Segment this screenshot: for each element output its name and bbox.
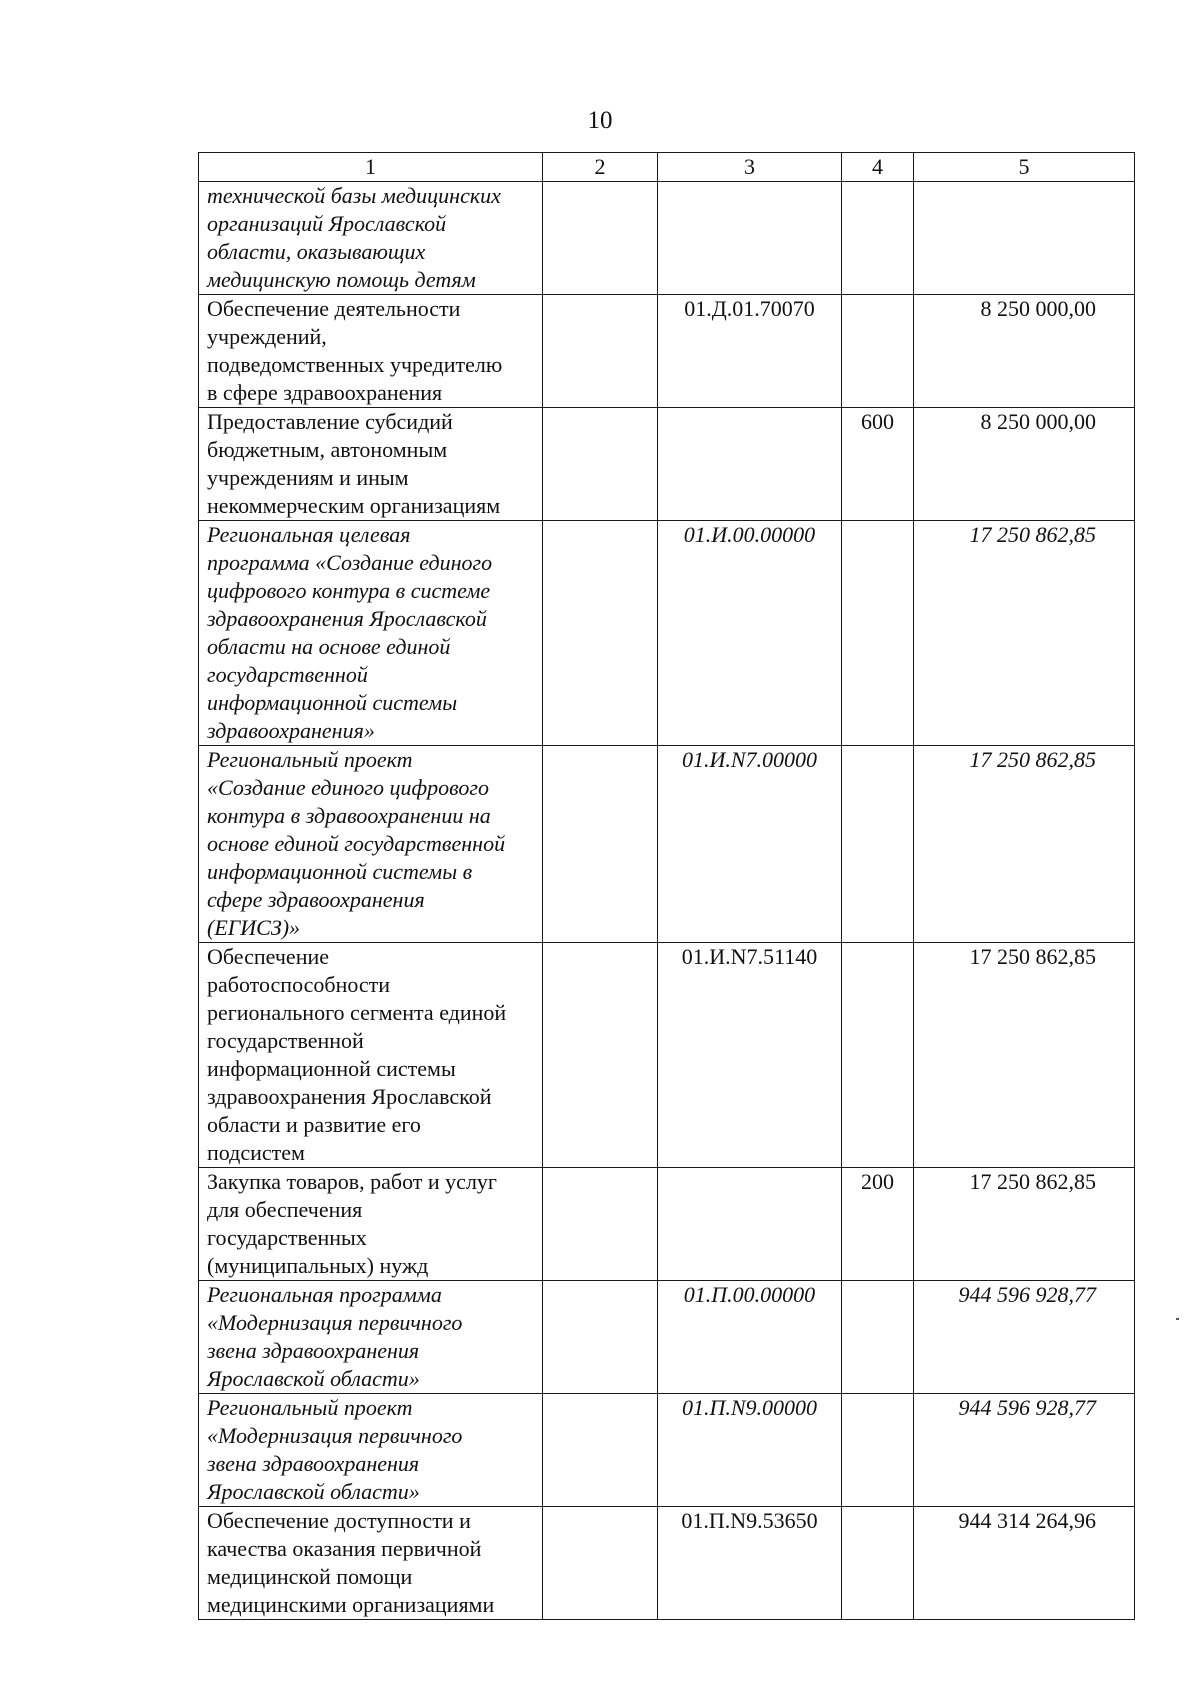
row-type-cell (842, 1281, 914, 1394)
budget-table (198, 152, 1135, 1620)
row-name-cell: Закупка товаров, работ и услуг для обеспечения государственных (муниципальных) нужд (199, 1168, 543, 1281)
row-type-cell (842, 1394, 914, 1507)
row-col2-cell (543, 746, 658, 943)
column-header: 4 (842, 153, 914, 182)
row-name-cell: Региональная программа «Модернизация первичного звена здравоохранения Ярославской области» (199, 1281, 543, 1394)
row-amount-cell: 8 250 000,00 (914, 295, 1135, 408)
row-col2-cell (543, 1394, 658, 1507)
row-code-cell: 01.Д.01.70070 (658, 295, 842, 408)
row-type-cell (842, 943, 914, 1168)
table-row (199, 408, 1135, 521)
row-col2-cell (543, 1281, 658, 1394)
row-type-cell (842, 295, 914, 408)
row-code-cell: 01.И.N7.51140 (658, 943, 842, 1168)
table-header-row (199, 153, 1135, 182)
row-type-cell (842, 182, 914, 295)
page-number: 10 (587, 107, 613, 134)
row-type-cell: 200 (842, 1168, 914, 1281)
row-col2-cell (543, 182, 658, 295)
column-header: 3 (658, 153, 842, 182)
row-type-cell (842, 746, 914, 943)
row-type-cell: 600 (842, 408, 914, 521)
row-col2-cell (543, 521, 658, 746)
row-name-cell: Предоставление субсидий бюджетным, автономным учреждениям и иным некоммерческим организациям (199, 408, 543, 521)
table-row (199, 1168, 1135, 1281)
row-code-cell (658, 1168, 842, 1281)
column-header: 2 (543, 153, 658, 182)
row-name-cell: Обеспечение деятельности учреждений, подведомственных учредителю в сфере здравоохранения (199, 295, 543, 408)
row-type-cell (842, 1507, 914, 1620)
row-code-cell (658, 408, 842, 521)
row-name-cell: Региональный проект «Создание единого цифрового контура в здравоохранении на основе единой государственной информационной системы в сфере здравоохранения (ЕГИСЗ)» (199, 746, 543, 943)
row-type-cell (842, 521, 914, 746)
row-amount-cell (914, 182, 1135, 295)
row-code-cell: 01.П.00.00000 (658, 1281, 842, 1394)
row-code-cell (658, 182, 842, 295)
row-col2-cell (543, 408, 658, 521)
column-header: 5 (914, 153, 1135, 182)
row-amount-cell: 17 250 862,85 (914, 943, 1135, 1168)
row-col2-cell (543, 295, 658, 408)
table-row (199, 295, 1135, 408)
row-code-cell: 01.П.N9.53650 (658, 1507, 842, 1620)
scan-speck (1176, 1318, 1179, 1320)
row-name-cell: Обеспечение доступности и качества оказания первичной медицинской помощи медицинскими организациями (199, 1507, 543, 1620)
row-amount-cell: 944 596 928,77 (914, 1394, 1135, 1507)
row-amount-cell: 8 250 000,00 (914, 408, 1135, 521)
table-row (199, 1507, 1135, 1620)
row-name-cell: Региональный проект «Модернизация первичного звена здравоохранения Ярославской области» (199, 1394, 543, 1507)
row-amount-cell: 944 314 264,96 (914, 1507, 1135, 1620)
table-row (199, 182, 1135, 295)
table-row (199, 746, 1135, 943)
row-amount-cell: 17 250 862,85 (914, 521, 1135, 746)
table-row (199, 943, 1135, 1168)
column-header: 1 (199, 153, 543, 182)
row-amount-cell: 17 250 862,85 (914, 1168, 1135, 1281)
row-code-cell: 01.И.00.00000 (658, 521, 842, 746)
row-col2-cell (543, 943, 658, 1168)
row-name-cell: Региональная целевая программа «Создание единого цифрового контура в системе здравоохранения Ярославской области на основе единой государственной информационной системы здравоохранения» (199, 521, 543, 746)
row-code-cell: 01.П.N9.00000 (658, 1394, 842, 1507)
row-code-cell: 01.И.N7.00000 (658, 746, 842, 943)
table-row (199, 521, 1135, 746)
table-row (199, 1394, 1135, 1507)
row-col2-cell (543, 1507, 658, 1620)
row-col2-cell (543, 1168, 658, 1281)
row-name-cell: Обеспечение работоспособности регионального сегмента единой государственной информационной системы здравоохранения Ярославской области и развитие его подсистем (199, 943, 543, 1168)
table-row (199, 1281, 1135, 1394)
row-amount-cell: 944 596 928,77 (914, 1281, 1135, 1394)
row-amount-cell: 17 250 862,85 (914, 746, 1135, 943)
row-name-cell: технической базы медицинских организаций Ярославской области, оказывающих медицинскую помощь детям (199, 182, 543, 295)
